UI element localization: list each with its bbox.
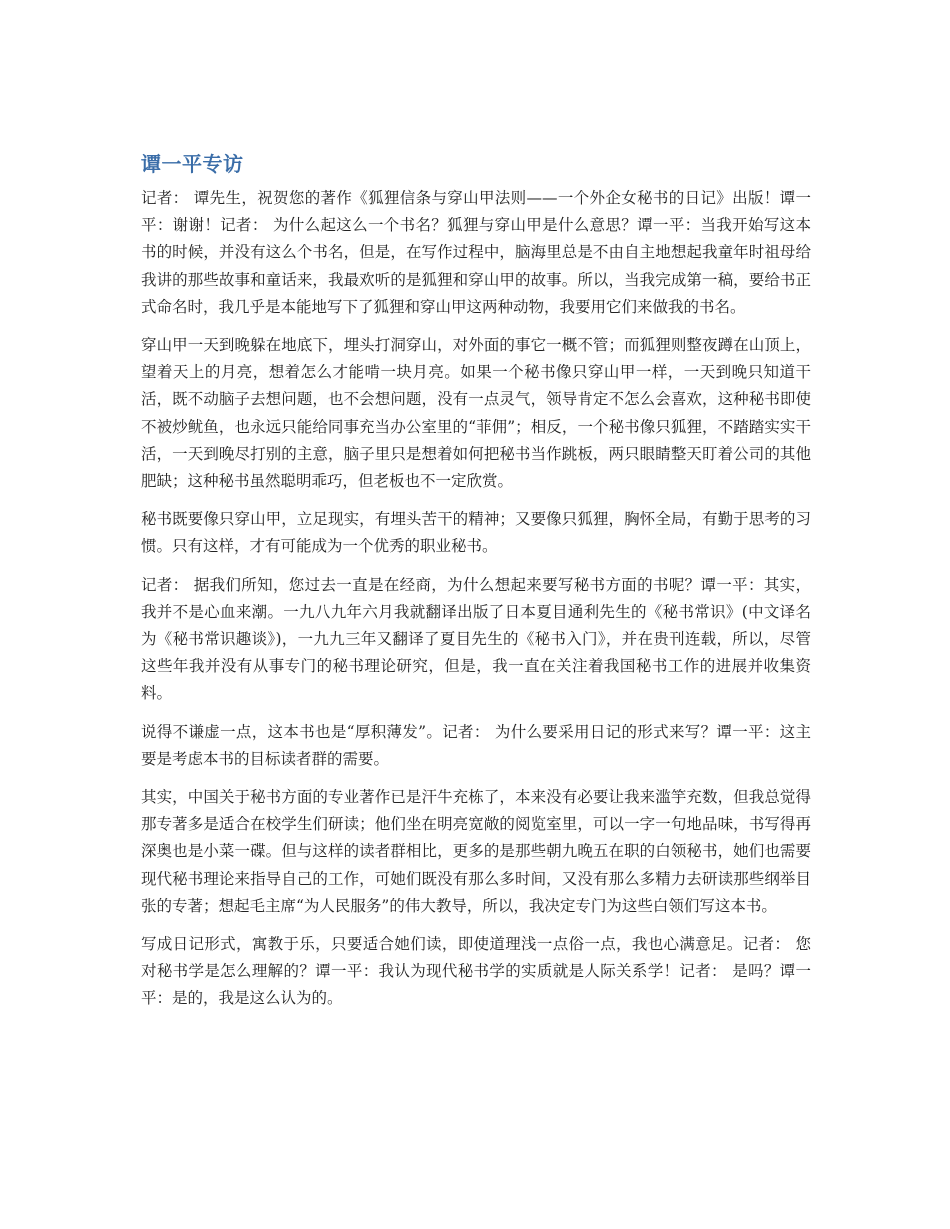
paragraph: 其实，中国关于秘书方面的专业著作已是汗牛充栋了，本来没有必要让我来滥竽充数，但我总觉得那专著多是适合在校学生们研读；他们坐在明亮宽敞的阅览室里，可以一字一句地品味，书写得再深奥也是小菜一碟。但与这样的读者群相比，更多的是那些朝九晚五在职的白领秘书，她们也需要现代秘书理论来指导自己的工作，可她们既没有那么多时间，又没有那么多精力去研读那些纲举目张的专著；想起毛主席“为人民服务”的伟大教导，所以，我决定专门为这些白领们写这本书。 [141,788,811,915]
paragraph: 写成日记形式，寓教于乐，只要适合她们读，即使道理浅一点俗一点，我也心满意足。记者： 您对秘书学是怎么理解的？谭一平：我认为现代秘书学的实质就是人际关系学！记者： 是吗？谭一平：是的，我是这么认为的。 [141,935,811,1008]
paragraph: 说得不谦虚一点，这本书也是“厚积薄发”。记者： 为什么要采用日记的形式来写？谭一平：这主要是考虑本书的目标读者群的需要。 [141,722,811,768]
article-title: 谭一平专访 [141,152,244,176]
paragraph: 秘书既要像只穿山甲，立足现实，有埋头苦干的精神；又要像只狐狸，胸怀全局，有勤于思考的习惯。只有这样，才有可能成为一个优秀的职业秘书。 [141,510,811,556]
paragraph: 记者： 据我们所知，您过去一直是在经商，为什么想起来要写秘书方面的书呢？谭一平：其实，我并不是心血来潮。一九八九年六月我就翻译出版了日本夏目通利先生的《秘书常识》(中文译名为《秘书常识趣谈》)，一九九三年又翻译了夏目先生的《秘书入门》，并在贵刊连载，所以，尽管这些年我并没有从事专门的秘书理论研究，但是，我一直在关注着我国秘书工作的进展并收集资料。 [141,575,811,703]
article-body [141,149,811,1024]
paragraph: 记者： 谭先生，祝贺您的著作《狐狸信条与穿山甲法则——一个外企女秘书的日记》出版！谭一平：谢谢！记者： 为什么起这么一个书名？狐狸与穿山甲是什么意思？谭一平：当我开始写这本书的时候，并没有这么个书名，但是，在写作过程中，脑海里总是不由自主地想起我童年时祖母给我讲的那些故事和童话来，我最欢听的是狐狸和穿山甲的故事。所以，当我完成第一稿，要给书正式命名时，我几乎是本能地写下了狐狸和穿山甲这两种动物，我要用它们来做我的书名。 [141,189,811,316]
paragraph: 穿山甲一天到晚躲在地底下，埋头打洞穿山，对外面的事它一概不管；而狐狸则整夜蹲在山顶上，望着天上的月亮，想着怎么才能啃一块月亮。如果一个秘书像只穿山甲一样，一天到晚只知道干活，既不动脑子去想问题，也不会想问题，没有一点灵气，领导肯定不怎么会喜欢，这种秘书即使不被炒鱿鱼，也永远只能给同事充当办公室里的“菲佣”；相反，一个秘书像只狐狸，不踏踏实实干活，一天到晚尽打别的主意，脑子里只是想着如何把秘书当作跳板，两只眼睛整天盯着公司的其他肥缺；这种秘书虽然聪明乖巧，但老板也不一定欣赏。 [141,336,811,491]
